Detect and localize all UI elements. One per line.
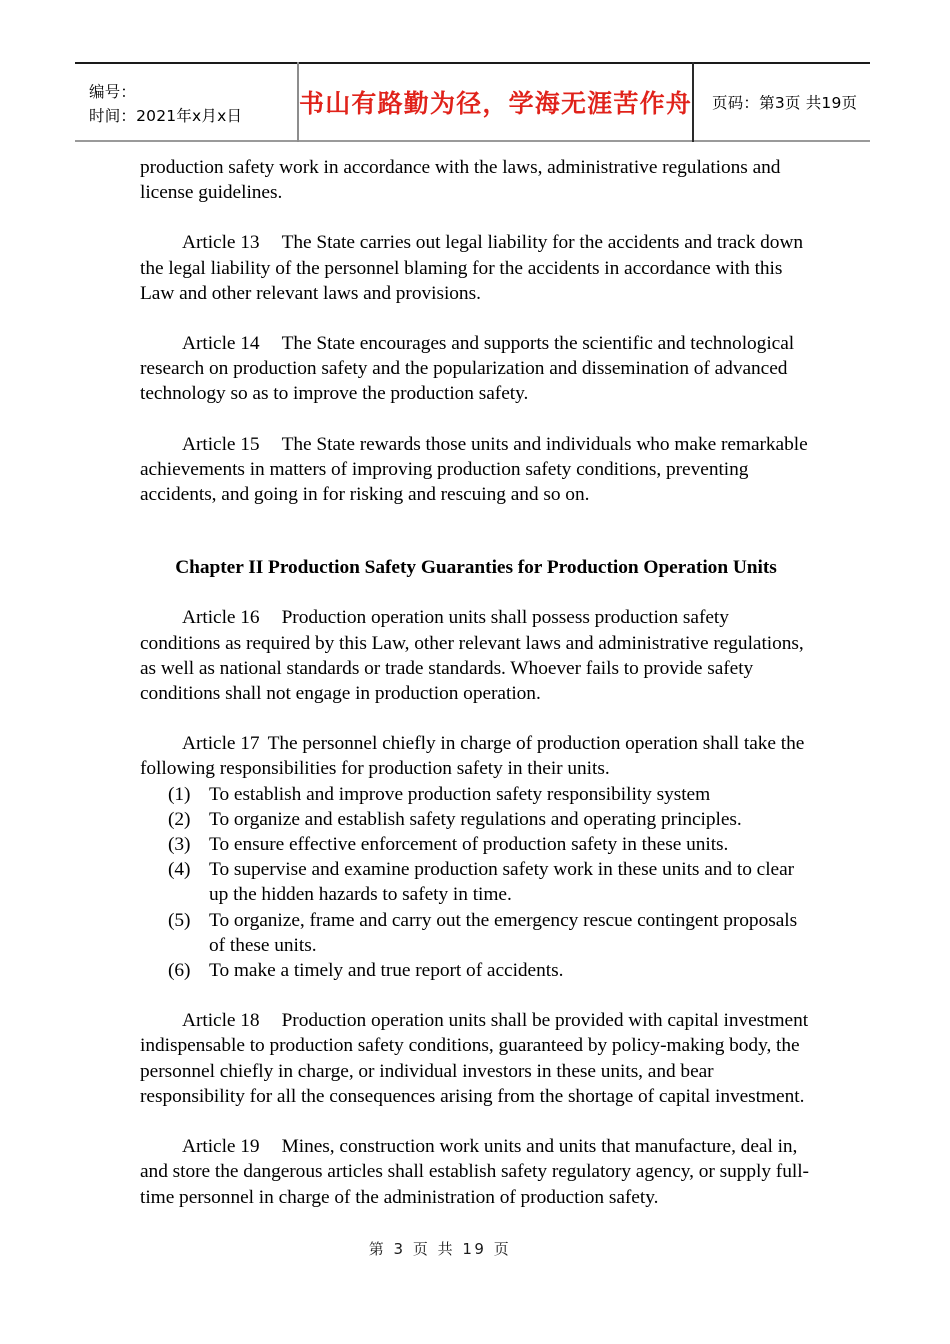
article-19-label: Article 19: [182, 1136, 260, 1158]
article-16-paragraph: [140, 605, 812, 706]
article-15-paragraph: [140, 432, 812, 508]
paragraph-gap: [140, 1109, 812, 1134]
article-15-label: Article 15: [182, 433, 260, 455]
article-15-text: The State rewards those units and individuals who make remarkable achievements in matters of improving production safety conditions, preventing accidents, and going in for risking and rescuing and so on.: [140, 433, 808, 506]
continued-paragraph: production safety work in accordance with the laws, administrative regulations and license guidelines.: [140, 157, 781, 204]
list-item-number: (2): [168, 808, 191, 830]
list-item-number: (1): [168, 783, 191, 805]
list-item: [168, 832, 812, 857]
list-item: [168, 807, 812, 832]
article-19-text: Mines, construction work units and units that manufacture, deal in, and store the dangerous articles shall establish safety regulatory agency, or supply full-time personnel in charge of the administration of production safety.: [140, 1136, 809, 1208]
list-item-number: (5): [168, 909, 191, 931]
chapter-heading: Chapter II Production Safety Guaranties for Production Operation Units: [175, 557, 777, 579]
list-item: [168, 857, 812, 907]
article-13-text: The State carries out legal liability for the accidents and track down the legal liability of the personnel blaming for the accidents in accordance with this Law and other relevant laws and provisions.: [140, 232, 804, 304]
list-item-text: To make a timely and true report of accidents.: [209, 960, 564, 982]
article-16-label: Article 16: [182, 607, 260, 629]
article-17-item-list: [140, 782, 812, 984]
header-page-info: 页码：第3页 共19页: [712, 94, 858, 112]
list-item-text: To organize, frame and carry out the emergency rescue contingent proposals of these units.: [209, 909, 798, 956]
article-18-paragraph: [140, 1008, 812, 1109]
article-13-paragraph: [140, 230, 812, 306]
article-14-paragraph: [140, 331, 812, 407]
footer-page-number: 第 3 页 共 19 页: [368, 1240, 512, 1258]
list-item-number: (3): [168, 834, 191, 856]
document-body: [140, 155, 812, 1210]
header-cell-motto: [298, 63, 693, 141]
paragraph-gap: [140, 580, 812, 605]
article-18-label: Article 18: [182, 1010, 260, 1032]
list-item: [168, 958, 812, 983]
article-19-paragraph: [140, 1134, 812, 1210]
paragraph-gap: [140, 706, 812, 731]
article-17-paragraph: [140, 731, 812, 781]
list-item-number: (6): [168, 960, 191, 982]
header-cell-page-info: [693, 63, 870, 141]
article-13-label: Article 13: [182, 232, 260, 254]
list-item: [168, 782, 812, 807]
header-row: [75, 63, 870, 141]
paragraph-gap: [140, 306, 812, 331]
paragraph-gap: [140, 205, 812, 230]
list-item-number: (4): [168, 859, 191, 881]
list-item-text: To supervise and examine production safety work in these units and to clear up the hidden hazards to safety in time.: [209, 859, 795, 906]
article-14-text: The State encourages and supports the scientific and technological research on production safety and the popularization and dissemination of advanced technology so as to improve the production safety.: [140, 333, 795, 405]
article-18-text: Production operation units shall be provided with capital investment indispensable to production safety conditions, guaranteed by policy-making body, the personnel chiefly in charge, or individual investors in these units, and bear responsibility for all the consequences arising from the shortage of capital investment.: [140, 1010, 809, 1107]
doc-date-label: 时间：2021年x月x日: [89, 107, 243, 125]
header-cell-doc-info: [75, 63, 298, 141]
paragraph-gap: [140, 983, 812, 1008]
doc-number-label: 编号：: [89, 83, 137, 101]
article-17-label: Article 17: [182, 733, 260, 755]
section-gap: [140, 507, 812, 555]
list-item-text: To establish and improve production safety responsibility system: [209, 783, 711, 805]
paragraph-gap: [140, 407, 812, 432]
article-17-text: The personnel chiefly in charge of production operation shall take the following responsibilities for production safety in their units.: [140, 733, 805, 780]
article-14-label: Article 14: [182, 333, 260, 355]
list-item-text: To ensure effective enforcement of production safety in these units.: [209, 834, 729, 856]
list-item: [168, 908, 812, 958]
motto-text: 书山有路勤为径，学海无涯苦作舟: [299, 89, 693, 118]
page-header-table: [75, 62, 870, 142]
page-footer: [0, 1238, 950, 1259]
list-item-text: To organize and establish safety regulations and operating principles.: [209, 808, 742, 830]
article-16-text: Production operation units shall possess production safety conditions as required by this Law, other relevant laws and administrative regulations, as well as national standards or trade standards. Whoever fails to provide safety conditions shall not engage in production operation.: [140, 607, 804, 705]
